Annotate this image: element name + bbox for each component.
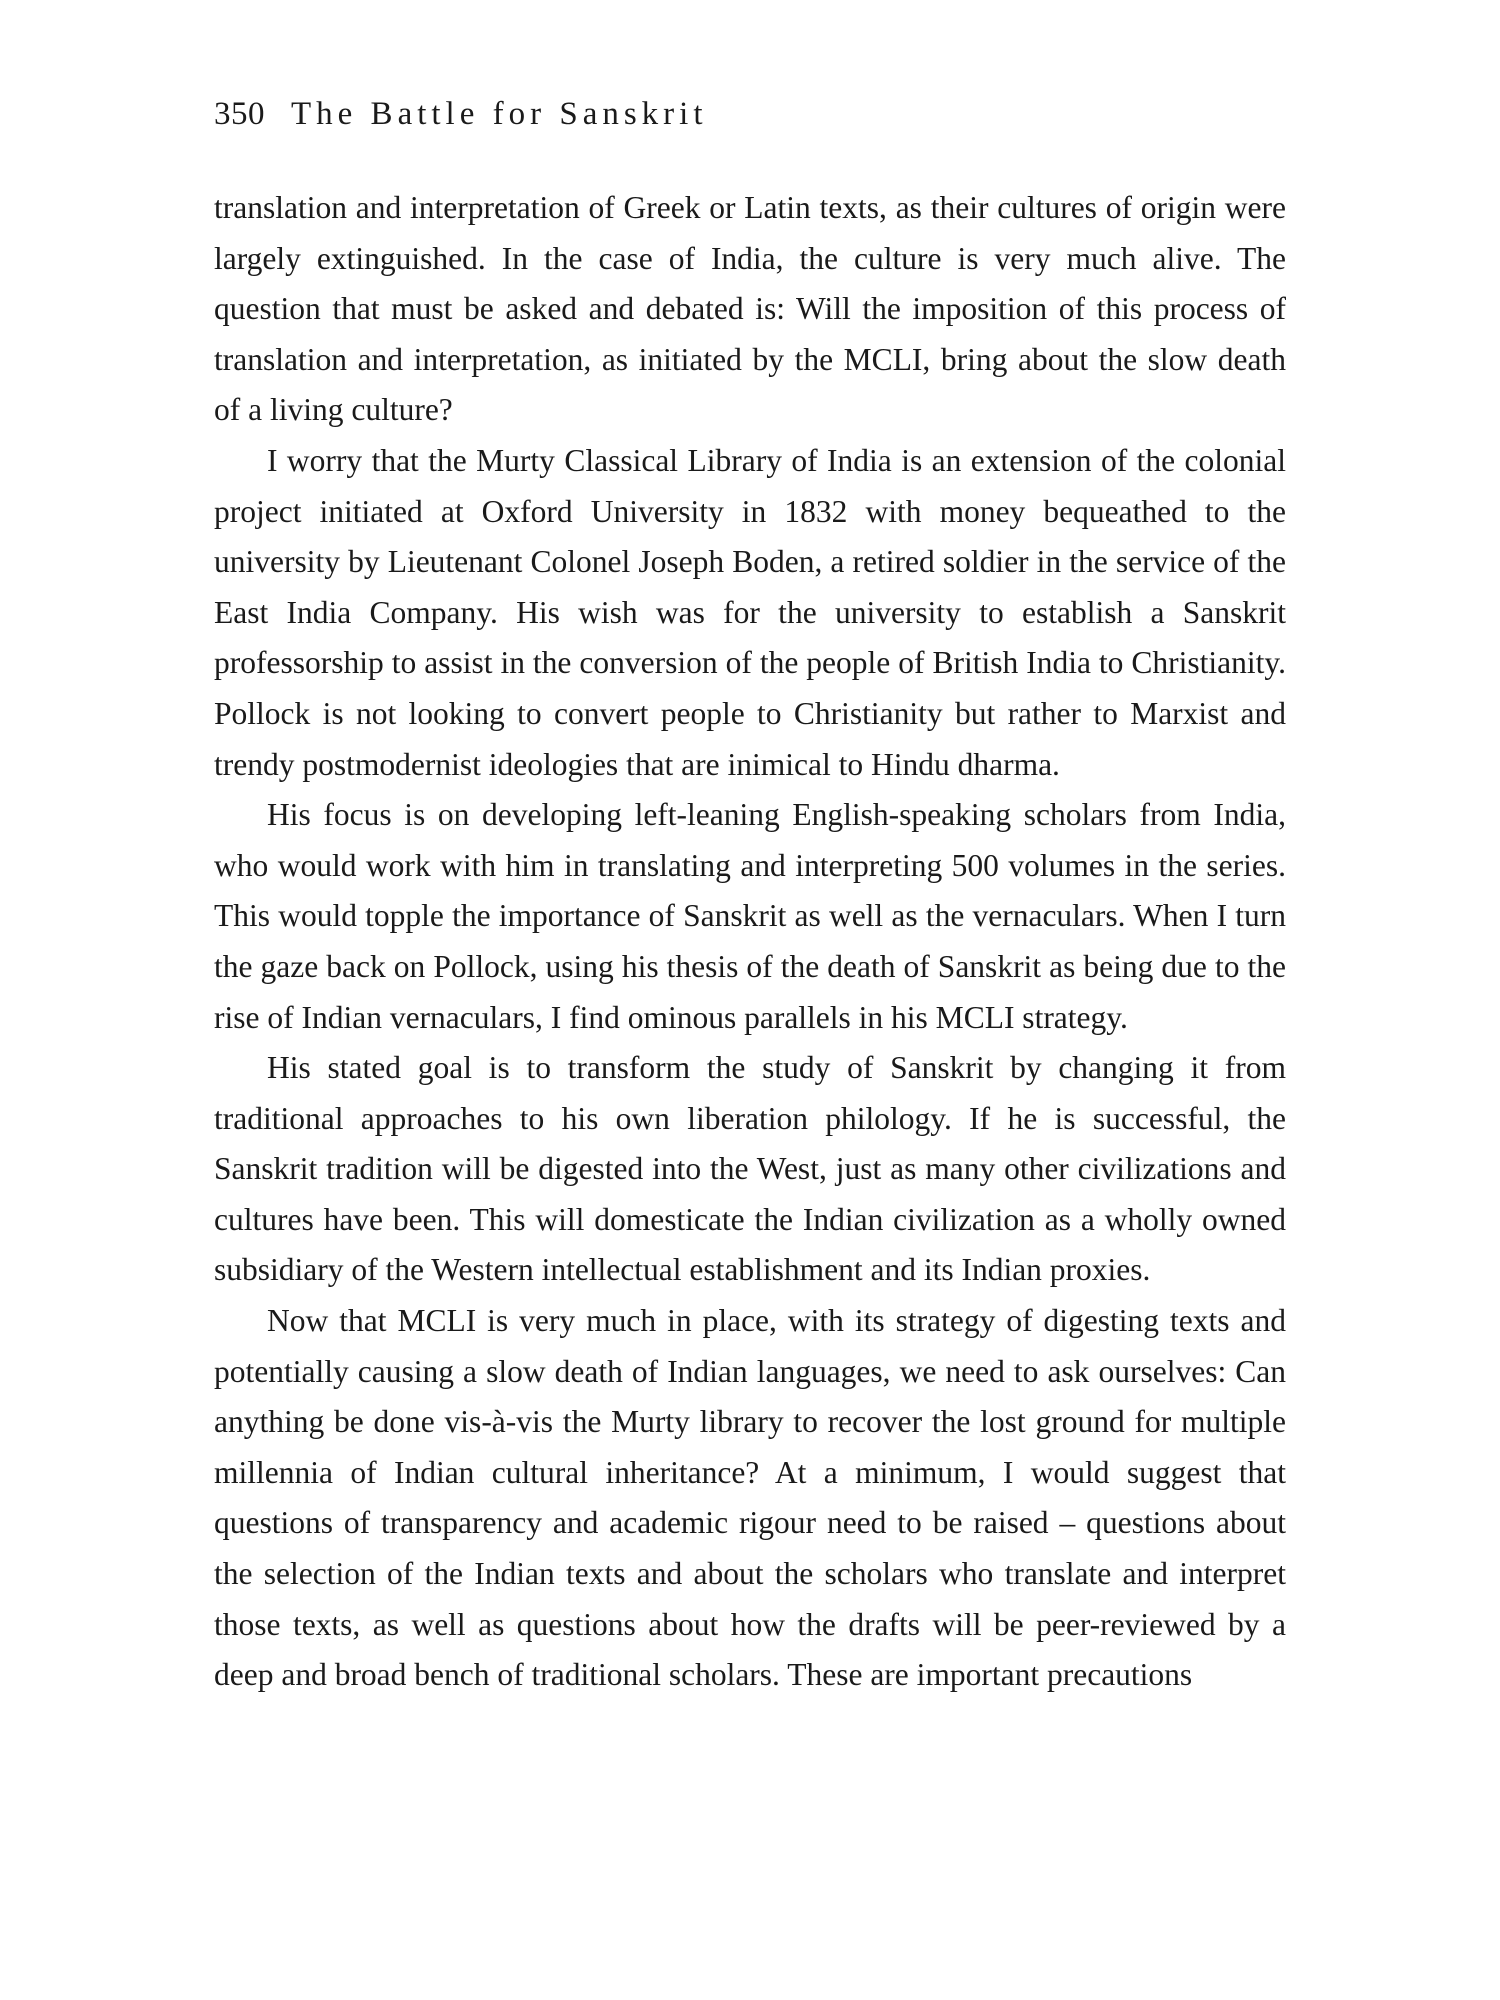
paragraph-2: I worry that the Murty Classical Library of India is an extension of the colonial project initiated at Oxford University in 1832 with money bequeathed to the university by Lieutenant Colonel Joseph Boden, a retired soldier in the service of the East India Company. His wish was for the university to establish a Sanskrit professorship to assist in the conversion of the people of British India to Christianity. Pollock is not looking to convert people to Christianity but rather to Marxist and trendy postmodernist ideologies that are inimical to Hindu dharma. xyxy=(214,442,1286,782)
body-text xyxy=(214,183,1286,1701)
paragraph-3: His focus is on developing left-leaning English-speaking scholars from India, who would work with him in translating and interpreting 500 volumes in the series. This would topple the importance of Sanskrit as well as the vernaculars. When I turn the gaze back on Pollock, using his thesis of the death of Sanskrit as being due to the rise of Indian vernaculars, I find ominous parallels in his MCLI strategy. xyxy=(214,797,1286,1035)
paragraph-1: translation and interpretation of Greek or Latin texts, as their cultures of origin were largely extinguished. In the case of India, the culture is very much alive. The question that must be asked and debated is: Will the imposition of this process of translation and interpretation, as initiated by the MCLI, bring about the slow death of a living culture? xyxy=(214,190,1286,428)
book-title: The Battle for Sanskrit xyxy=(291,96,708,132)
paragraph-4: His stated goal is to transform the study of Sanskrit by changing it from traditional approaches to his own liberation philology. If he is successful, the Sanskrit tradition will be digested into the West, just as many other civilizations and cultures have been. This will domesticate the Indian civilization as a wholly owned subsidiary of the Western intellectual establishment and its Indian proxies. xyxy=(214,1050,1286,1288)
page-number: 350 xyxy=(214,96,265,132)
paragraph-5: Now that MCLI is very much in place, with its strategy of digesting texts and potentially causing a slow death of Indian languages, we need to ask ourselves: Can anything be done vis-à-vis the Murty library to recover the lost ground for multiple millennia of Indian cultural inheritance? At a minimum, I would suggest that questions of transparency and academic rigour need to be raised – questions about the selection of the Indian texts and about the scholars who translate and interpret those texts, as well as questions about how the drafts will be peer-reviewed by a deep and broad bench of traditional scholars. These are important precautions xyxy=(214,1303,1286,1693)
running-head xyxy=(214,92,708,136)
